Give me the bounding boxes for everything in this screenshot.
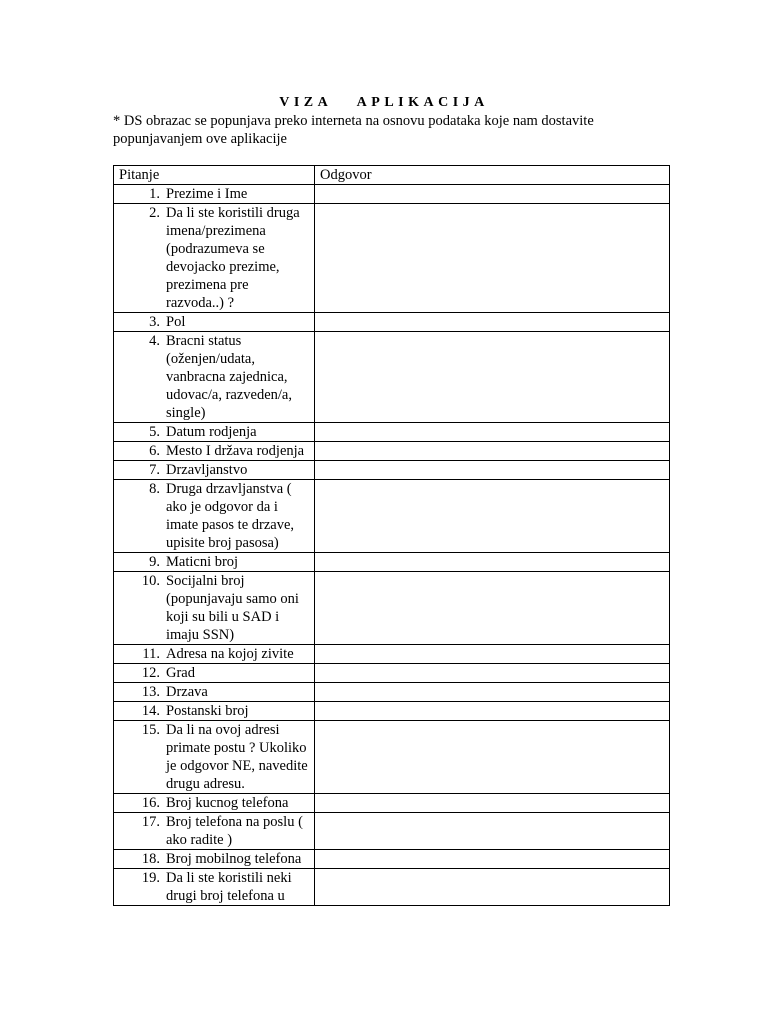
answer-cell[interactable]	[315, 721, 670, 794]
question-number: 10.	[141, 573, 160, 589]
table-row	[114, 721, 670, 794]
table-row	[114, 442, 670, 461]
answer-cell[interactable]	[315, 553, 670, 572]
answer-cell[interactable]	[315, 702, 670, 721]
question-text: Mesto I država rodjenja	[166, 443, 305, 459]
question-cell	[114, 553, 315, 572]
table-row	[114, 664, 670, 683]
question-number: 2.	[149, 205, 160, 221]
header-answer: Odgovor	[315, 166, 670, 185]
question-number: 19.	[141, 870, 160, 886]
document-title: VIZA APLIKACIJA	[279, 95, 489, 110]
question-text: Da li ste koristili druga imena/prezimena (podrazumeva se devojacko prezime, prezimena pre razvoda..) ?	[166, 205, 300, 311]
question-number: 14.	[141, 703, 160, 719]
question-number: 9.	[149, 554, 160, 570]
answer-cell[interactable]	[315, 442, 670, 461]
table-row	[114, 794, 670, 813]
answer-cell[interactable]	[315, 572, 670, 645]
table-row	[114, 313, 670, 332]
question-number: 7.	[149, 462, 160, 478]
question-text: Druga drzavljanstva ( ako je odgovor da i imate pasos te drzave, upisite broj pasosa)	[166, 481, 295, 551]
instruction-note: * DS obrazac se popunjava preko interneta na osnovu podataka koje nam dostavite popunjavanjem ove aplikacije	[113, 113, 594, 147]
table-row	[114, 204, 670, 313]
table-row	[114, 813, 670, 850]
question-number: 18.	[141, 851, 160, 867]
question-cell	[114, 185, 315, 204]
question-text: Da li ste koristili neki drugi broj telefona u	[166, 870, 292, 904]
question-cell	[114, 204, 315, 313]
question-cell	[114, 683, 315, 702]
answer-cell[interactable]	[315, 313, 670, 332]
question-number: 16.	[141, 795, 160, 811]
question-number: 3.	[149, 314, 160, 330]
question-text: Socijalni broj (popunjavaju samo oni koji su bili u SAD i imaju SSN)	[166, 573, 299, 643]
table-row	[114, 185, 670, 204]
answer-cell[interactable]	[315, 204, 670, 313]
question-number: 17.	[141, 814, 160, 830]
table-row	[114, 850, 670, 869]
question-cell	[114, 461, 315, 480]
answer-cell[interactable]	[315, 185, 670, 204]
answer-cell[interactable]	[315, 480, 670, 553]
question-number: 15.	[141, 722, 160, 738]
question-cell	[114, 442, 315, 461]
table-header-row	[114, 166, 670, 185]
question-text: Datum rodjenja	[166, 424, 257, 440]
answer-cell[interactable]	[315, 332, 670, 423]
question-number: 13.	[141, 684, 160, 700]
question-text: Bracni status (oženjen/udata, vanbracna zajednica, udovac/a, razveden/a, single)	[166, 333, 292, 421]
answer-cell[interactable]	[315, 869, 670, 906]
question-cell	[114, 850, 315, 869]
answer-cell[interactable]	[315, 423, 670, 442]
table-row	[114, 423, 670, 442]
table-row	[114, 702, 670, 721]
application-form-table	[113, 165, 670, 906]
question-text: Grad	[166, 665, 195, 681]
answer-cell[interactable]	[315, 850, 670, 869]
question-text: Prezime i Ime	[166, 186, 248, 202]
table-row	[114, 553, 670, 572]
question-number: 11.	[142, 646, 160, 662]
question-text: Broj mobilnog telefona	[166, 851, 302, 867]
question-number: 6.	[149, 443, 160, 459]
question-number: 4.	[149, 333, 160, 349]
question-cell	[114, 332, 315, 423]
answer-cell[interactable]	[315, 664, 670, 683]
question-number: 8.	[149, 481, 160, 497]
table-row	[114, 332, 670, 423]
question-text: Drzava	[166, 684, 208, 700]
question-text: Drzavljanstvo	[166, 462, 248, 478]
question-cell	[114, 423, 315, 442]
question-cell	[114, 721, 315, 794]
answer-cell[interactable]	[315, 794, 670, 813]
question-number: 5.	[149, 424, 160, 440]
question-cell	[114, 794, 315, 813]
table-row	[114, 683, 670, 702]
question-text: Pol	[166, 314, 186, 330]
question-text: Postanski broj	[166, 703, 249, 719]
question-cell	[114, 813, 315, 850]
question-text: Da li na ovoj adresi primate postu ? Ukoliko je odgovor NE, navedite drugu adresu.	[166, 722, 308, 792]
question-cell	[114, 480, 315, 553]
question-cell	[114, 869, 315, 906]
question-cell	[114, 572, 315, 645]
question-text: Adresa na kojoj zivite	[166, 646, 294, 662]
table-row	[114, 645, 670, 664]
question-cell	[114, 702, 315, 721]
answer-cell[interactable]	[315, 813, 670, 850]
question-text: Maticni broj	[166, 554, 239, 570]
question-cell	[114, 313, 315, 332]
table-row	[114, 461, 670, 480]
table-row	[114, 480, 670, 553]
question-cell	[114, 645, 315, 664]
answer-cell[interactable]	[315, 461, 670, 480]
question-cell	[114, 664, 315, 683]
question-number: 1.	[149, 186, 160, 202]
table-row	[114, 869, 670, 906]
answer-cell[interactable]	[315, 683, 670, 702]
question-text: Broj telefona na poslu ( ako radite )	[166, 814, 303, 848]
question-number: 12.	[141, 665, 160, 681]
answer-cell[interactable]	[315, 645, 670, 664]
header-question: Pitanje	[114, 166, 315, 185]
question-text: Broj kucnog telefona	[166, 795, 289, 811]
table-row	[114, 572, 670, 645]
